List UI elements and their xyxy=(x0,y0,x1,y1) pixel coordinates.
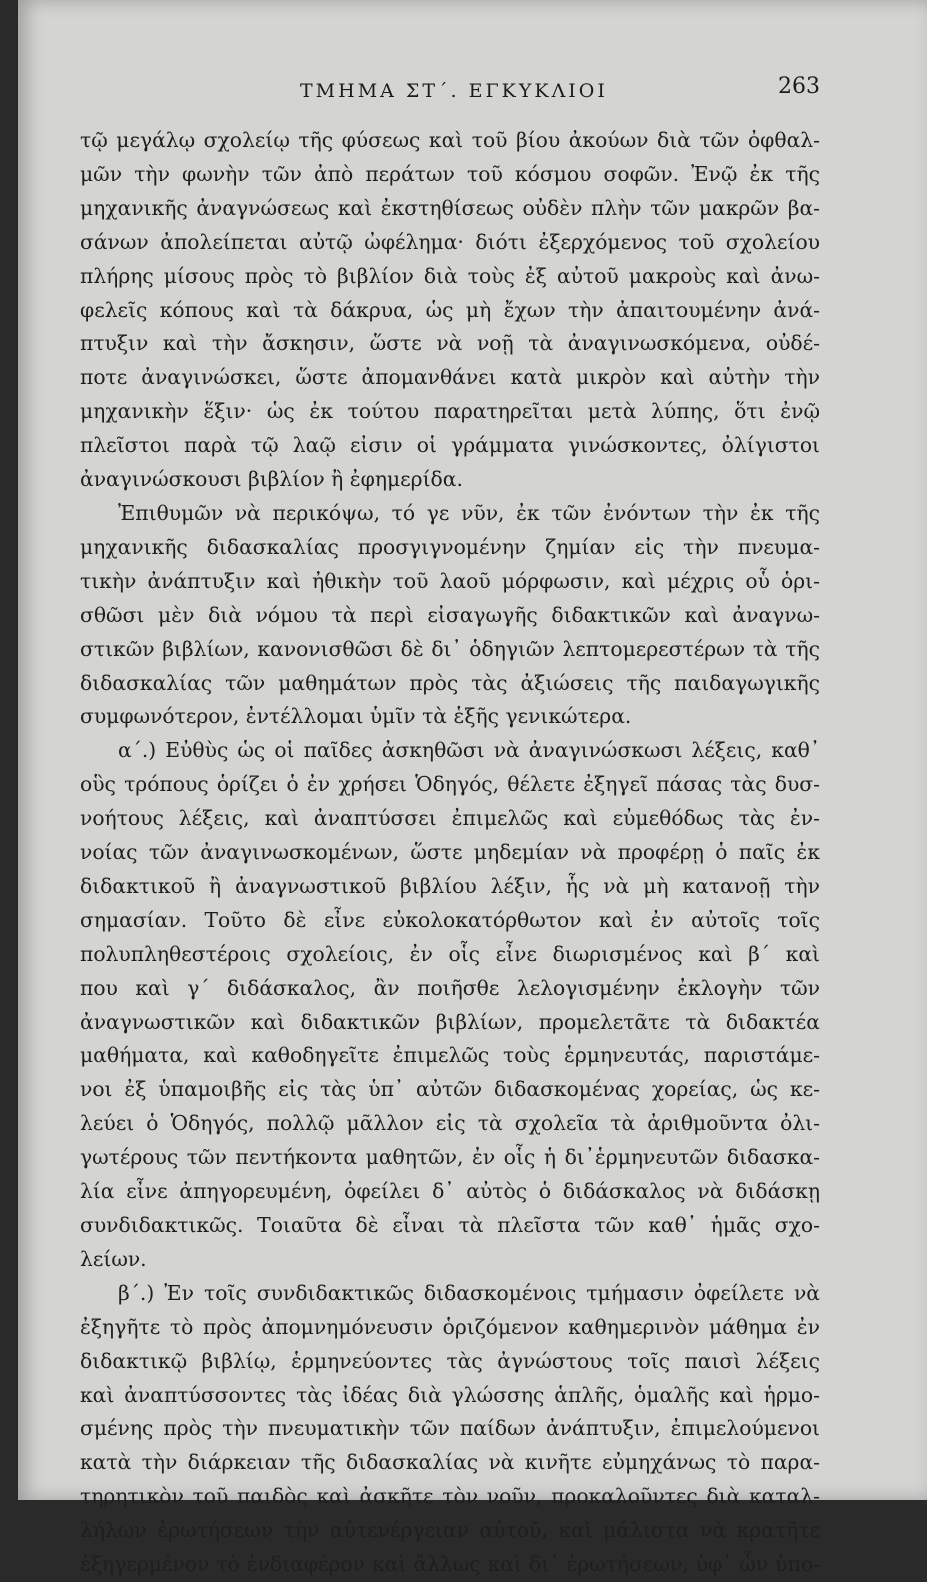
text-line: νοίας τῶν ἀναγινωσκομένων, ὥστε μηδεμίαν νὰ προφέρῃ ὁ παῖς ἐκ xyxy=(80,840,820,865)
text-line: οὓς τρόπους ὁρίζει ὁ ἐν χρήσει Ὁδηγός, θέλετε ἐξηγεῖ πάσας τὰς δυσ- xyxy=(80,772,820,797)
text-line: μῶν τὴν φωνὴν τῶν ἀπὸ περάτων τοῦ κόσμου σοφῶν. Ἐνῷ ἐκ τῆς xyxy=(80,161,820,186)
text-line: στικῶν βιβλίων, κανονισθῶσι δὲ δι᾽ ὁδηγιῶν λεπτομερεστέρων τὰ τῆς xyxy=(80,636,820,661)
text-line: μηχανικῆς διδασκαλίας προσγιγνομένην ζημίαν εἰς τὴν πνευμα- xyxy=(80,534,820,559)
text-line: τικὴν ἀνάπτυξιν καὶ ἠθικὴν τοῦ λαοῦ μόρφωσιν, καὶ μέχρις οὗ ὁρι- xyxy=(80,568,820,593)
text-line: γωτέρους τῶν πεντήκοντα μαθητῶν, ἐν οἷς ἡ δι᾽ἑρμηνευτῶν διδασκα- xyxy=(80,1145,820,1170)
text-line: διδακτικῷ βιβλίῳ, ἑρμηνεύοντες τὰς ἀγνώστους τοῖς παισὶ λέξεις xyxy=(80,1348,820,1373)
running-head: ΤΜΗΜΑ ΣΤ΄. ΕΓΚΥΚΛΙΟΙ xyxy=(300,80,608,102)
body-text xyxy=(80,124,820,1582)
text-line: πλήρης μίσους πρὸς τὸ βιβλίον διὰ τοὺς ἐξ αὐτοῦ μακροὺς καὶ ἀνω- xyxy=(80,263,820,288)
text-line: φελεῖς κόπους καὶ τὰ δάκρυα, ὡς μὴ ἔχων τὴν ἀπαιτουμένην ἀνά- xyxy=(80,297,820,322)
text-line: α΄.) Εὐθὺς ὡς οἱ παῖδες ἀσκηθῶσι νὰ ἀναγινώσκωσι λέξεις, καθ᾽ xyxy=(118,738,820,763)
text-line: τηρητικὸν τοῦ παιδὸς καὶ ἀσκῆτε τὸν νοῦν, προκαλοῦντες διὰ καταλ- xyxy=(80,1484,820,1509)
text-line: κατὰ τὴν διάρκειαν τῆς διδασκαλίας νὰ κινῆτε εὐμηχάνως τὸ παρα- xyxy=(80,1450,820,1475)
text-line: β΄.) Ἐν τοῖς συνδιδακτικῶς διδασκομένοις τμήμασιν ὀφείλετε νὰ xyxy=(118,1280,820,1305)
text-line: λήλων ἐρωτήσεων τὴν αὐτενέργειαν αὐτοῦ, καὶ μάλιστα νὰ κρατῆτε xyxy=(80,1518,820,1543)
page-header xyxy=(80,70,820,110)
text-line: πλεῖστοι παρὰ τῷ λαῷ εἰσιν οἱ γράμματα γινώσκοντες, ὀλίγιστοι xyxy=(80,433,820,458)
text-line: μαθήματα, καὶ καθοδηγεῖτε ἐπιμελῶς τοὺς ἑρμηνευτάς, παριστάμε- xyxy=(80,1043,820,1068)
book-page xyxy=(18,0,927,1577)
text-line: σμένης πρὸς τὴν πνευματικὴν τῶν παίδων ἀνάπτυξιν, ἐπιμελούμενοι xyxy=(80,1416,820,1441)
page-number: 263 xyxy=(778,74,820,99)
text-line: σημασίαν. Τοῦτο δὲ εἶνε εὐκολοκατόρθωτον καὶ ἐν αὐτοῖς τοῖς xyxy=(80,907,820,932)
text-line: ποτε ἀναγινώσκει, ὥστε ἀπομανθάνει κατὰ μικρὸν καὶ αὐτὴν τὴν xyxy=(80,365,820,390)
text-line: ἀναγνωστικῶν καὶ διδακτικῶν βιβλίων, προμελετᾶτε τὰ διδακτέα xyxy=(80,1009,820,1034)
text-line: πολυπληθεστέροις σχολείοις, ἐν οἷς εἶνε διωρισμένος καὶ β΄ καὶ xyxy=(80,941,820,966)
text-line: νοήτους λέξεις, καὶ ἀναπτύσσει ἐπιμελῶς καὶ εὐμεθόδως τὰς ἐν- xyxy=(80,806,820,831)
text-line: σθῶσι μὲν διὰ νόμου τὰ περὶ εἰσαγωγῆς διδακτικῶν καὶ ἀναγνω- xyxy=(80,602,820,627)
text-line: μηχανικὴν ἕξιν· ὡς ἐκ τούτου παρατηρεῖται μετὰ λύπης, ὅτι ἐνῷ xyxy=(80,399,820,424)
text-line: λεύει ὁ Ὁδηγός, πολλῷ μᾶλλον εἰς τὰ σχολεῖα τὰ ἀριθμοῦντα ὀλι- xyxy=(80,1111,820,1136)
text-line: νοι ἐξ ὑπαμοιβῆς εἰς τὰς ὑπ᾽ αὐτῶν διδασκομένας χορείας, ὡς κε- xyxy=(80,1077,820,1102)
text-line: ἐξηγερμένον τὸ ἐνδιαφέρον καὶ ἄλλως καὶ δι᾽ ἐρωτήσεων, ὑφ᾽ ὧν ὑπο- xyxy=(80,1552,820,1577)
text-line: σάνων ἀπολείπεται αὐτῷ ὠφέλημα· διότι ἐξερχόμενος τοῦ σχολείου xyxy=(80,229,820,254)
text-line: διδακτικοῦ ἢ ἀναγνωστικοῦ βιβλίου λέξιν, ἧς νὰ μὴ κατανοῇ τὴν xyxy=(80,873,820,898)
text-line: μηχανικῆς ἀναγνώσεως καὶ ἐκστηθίσεως οὐδὲν πλὴν τῶν μακρῶν βα- xyxy=(80,195,820,220)
text-line: συνδιδακτικῶς. Τοιαῦτα δὲ εἶναι τὰ πλεῖστα τῶν καθ᾽ ἡμᾶς σχο- xyxy=(80,1213,820,1237)
text-line: συμφωνότερον, ἐντέλλομαι ὑμῖν τὰ ἑξῆς γενικώτερα. xyxy=(80,704,632,729)
text-line: Ἐπιθυμῶν νὰ περικόψω, τό γε νῦν, ἐκ τῶν ἐνόντων τὴν ἐκ τῆς xyxy=(118,500,820,525)
text-line: καὶ ἀναπτύσσοντες τὰς ἰδέας διὰ γλώσσης ἁπλῆς, ὁμαλῆς καὶ ἡρμο- xyxy=(80,1382,820,1407)
text-line: ἐξηγῆτε τὸ πρὸς ἀπομνημόνευσιν ὁριζόμενον καθημερινὸν μάθημα ἐν xyxy=(80,1314,820,1339)
text-line: τῷ μεγάλῳ σχολείῳ τῆς φύσεως καὶ τοῦ βίου ἀκούων διὰ τῶν ὀφθαλ- xyxy=(80,128,820,152)
text-line: ἀναγινώσκουσι βιβλίον ἢ ἐφημερίδα. xyxy=(80,467,463,492)
text-line: διδασκαλίας τῶν μαθημάτων πρὸς τὰς ἀξιώσεις τῆς παιδαγωγικῆς xyxy=(80,670,820,695)
text-line: λείων. xyxy=(80,1246,147,1271)
text-line: πτυξιν καὶ τὴν ἄσκησιν, ὥστε νὰ νοῇ τὰ ἀναγινωσκόμενα, οὐδέ- xyxy=(80,331,820,356)
text-line: που καὶ γ΄ διδάσκαλος, ἂν ποιῆσθε λελογισμένην ἐκλογὴν τῶν xyxy=(80,975,820,1000)
text-line: λία εἶνε ἀπηγορευμένη, ὀφείλει δ᾽ αὐτὸς ὁ διδάσκαλος νὰ διδάσκῃ xyxy=(80,1179,820,1204)
